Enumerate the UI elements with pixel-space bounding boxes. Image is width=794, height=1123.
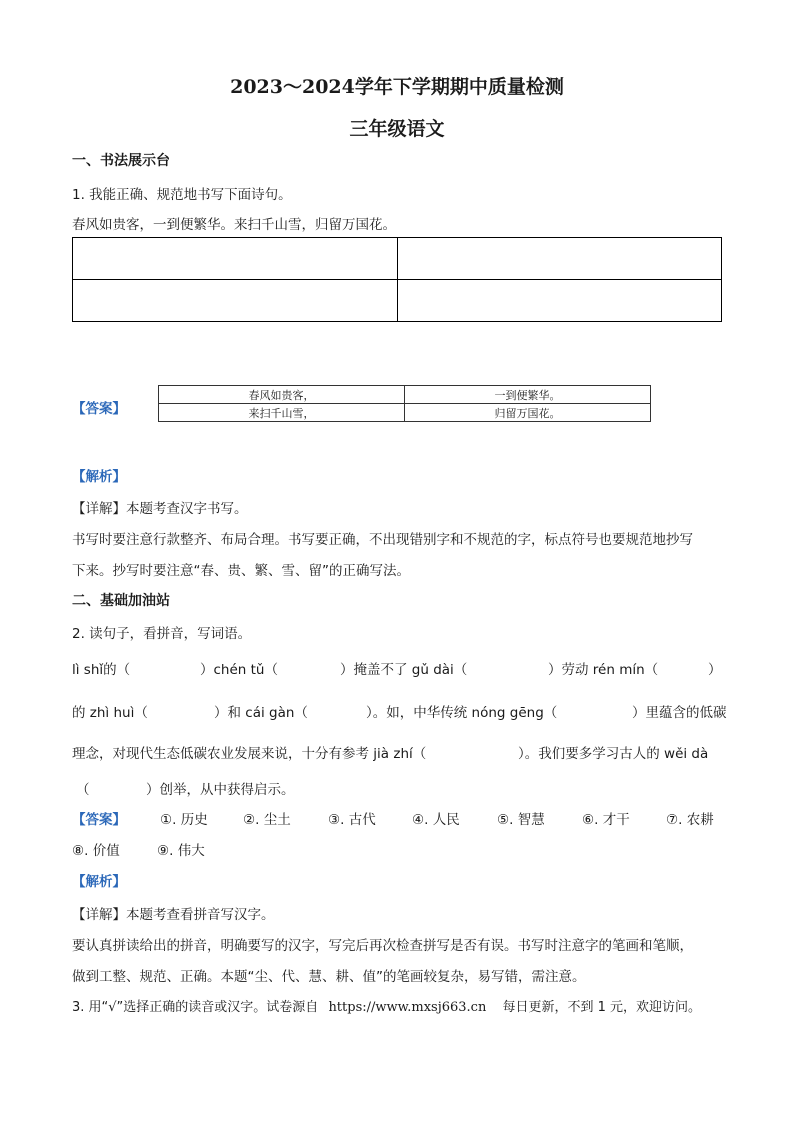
writing-cell[interactable] — [398, 238, 722, 280]
page-title: 2023～2024学年下学期期中质量检测 — [230, 76, 564, 98]
answer-label-2: 【答案】 — [72, 812, 126, 828]
answer-num: ④ — [412, 812, 425, 828]
answer-num: ⑧ — [72, 843, 85, 859]
pinyin-segment: （ — [76, 782, 90, 798]
pinyin-segment: 理念，对现代生态低碳农业发展来说，十分有参考 jià zhí（ — [72, 746, 427, 762]
question-2-prompt: 2. 读句子，看拼音，写词语。 — [72, 626, 252, 642]
answer-item — [328, 808, 376, 828]
answer-num: ① — [160, 812, 173, 828]
pinyin-line-1 — [72, 658, 722, 678]
answer-text: . 尘土 — [255, 812, 291, 828]
answer-item — [666, 808, 714, 828]
pinyin-segment: ）劳动 rén mín（ — [548, 662, 659, 678]
question-3-prompt — [72, 996, 701, 1015]
answer-cell: 一到便繁华。 — [405, 386, 651, 404]
pinyin-line-4 — [76, 778, 295, 798]
answer-text: . 人民 — [424, 812, 460, 828]
detail-text: 本题考查看拼音写汉字。 — [126, 907, 275, 923]
answer-item — [412, 808, 460, 828]
answer-text: . 智慧 — [509, 812, 545, 828]
analysis-label-1: 【解析】 — [72, 469, 126, 485]
section-heading-2: 二、基础加油站 — [72, 593, 170, 609]
answer-label-1: 【答案】 — [72, 401, 126, 417]
answer-text: . 农耕 — [678, 812, 714, 828]
pinyin-segment: ） — [708, 662, 722, 678]
detail-2 — [72, 903, 275, 923]
detail-label: 【详解】 — [72, 907, 126, 923]
answer-item — [582, 808, 630, 828]
question-1-prompt: 1. 我能正确、规范地书写下面诗句。 — [72, 187, 292, 203]
detail-1 — [72, 497, 248, 517]
answer-text: . 伟大 — [169, 843, 205, 859]
answer-cell: 归留万国花。 — [405, 404, 651, 422]
answer-num: ② — [243, 812, 256, 828]
pinyin-line-2 — [72, 701, 727, 721]
writing-cell[interactable] — [73, 280, 398, 322]
writing-cell[interactable] — [73, 238, 398, 280]
answer-text: . 价值 — [84, 843, 120, 859]
pinyin-segment: ）chén tǔ（ — [200, 662, 278, 678]
pinyin-segment: ）。如，中华传统 nóng gēng（ — [366, 705, 558, 721]
answer-cell: 春风如贵客， — [159, 386, 405, 404]
question-3-tail: 每日更新，不到 1 元，欢迎访问。 — [502, 1000, 702, 1015]
source-link[interactable]: https://www.mxsj663.cn — [328, 1000, 487, 1015]
answer-text: . 才干 — [594, 812, 630, 828]
answer-table-1 — [158, 385, 651, 422]
explain-1-line-1: 书写时要注意行款整齐、布局合理。书写要正确，不出现错别字和不规范的字，标点符号也要规范地抄写 — [72, 532, 693, 548]
answer-item — [72, 839, 120, 859]
pinyin-segment: ）创举，从中获得启示。 — [146, 782, 295, 798]
explain-1-line-2: 下来。抄写时要注意“春、贵、繁、雪、留”的正确写法。 — [72, 563, 410, 579]
answer-num: ⑤ — [497, 812, 510, 828]
analysis-label-2: 【解析】 — [72, 874, 126, 890]
answer-item — [160, 808, 208, 828]
answer-num: ⑦ — [666, 812, 679, 828]
answer-num: ⑨ — [157, 843, 170, 859]
explain-2-line-1: 要认真拼读给出的拼音，明确要写的汉字，写完后再次检查拼写是否有误。书写时注意字的笔画和笔顺， — [72, 938, 693, 954]
answer-item — [497, 808, 545, 828]
question-3-text: 3. 用“√”选择正确的读音或汉字。试卷源自 — [72, 1000, 319, 1015]
answer-item — [243, 808, 291, 828]
detail-label: 【详解】 — [72, 501, 126, 517]
answer-text: . 古代 — [340, 812, 376, 828]
detail-text: 本题考查汉字书写。 — [126, 501, 248, 517]
answer-item — [157, 839, 205, 859]
answer-text: . 历史 — [172, 812, 208, 828]
answer-num: ③ — [328, 812, 341, 828]
section-heading-1: 一、书法展示台 — [72, 153, 170, 169]
pinyin-segment: ）里蕴含的低碳 — [632, 705, 727, 721]
question-1-poem: 春风如贵客，一到便繁华。来扫千山雪，归留万国花。 — [72, 217, 396, 233]
writing-cell[interactable] — [398, 280, 722, 322]
pinyin-segment: lì shǐ的（ — [72, 662, 131, 678]
pinyin-segment: ）。我们要多学习古人的 wěi dà — [518, 746, 709, 762]
answer-num: ⑥ — [582, 812, 595, 828]
pinyin-segment: ）掩盖不了 gǔ dài（ — [340, 662, 468, 678]
pinyin-segment: 的 zhì huì（ — [72, 705, 148, 721]
pinyin-line-3 — [72, 742, 708, 762]
pinyin-segment: ）和 cái gàn（ — [214, 705, 308, 721]
page-subtitle: 三年级语文 — [349, 118, 445, 140]
answer-cell: 来扫千山雪， — [159, 404, 405, 422]
writing-grid — [72, 237, 722, 322]
explain-2-line-2: 做到工整、规范、正确。本题“尘、代、慧、耕、值”的笔画较复杂，易写错，需注意。 — [72, 969, 586, 985]
